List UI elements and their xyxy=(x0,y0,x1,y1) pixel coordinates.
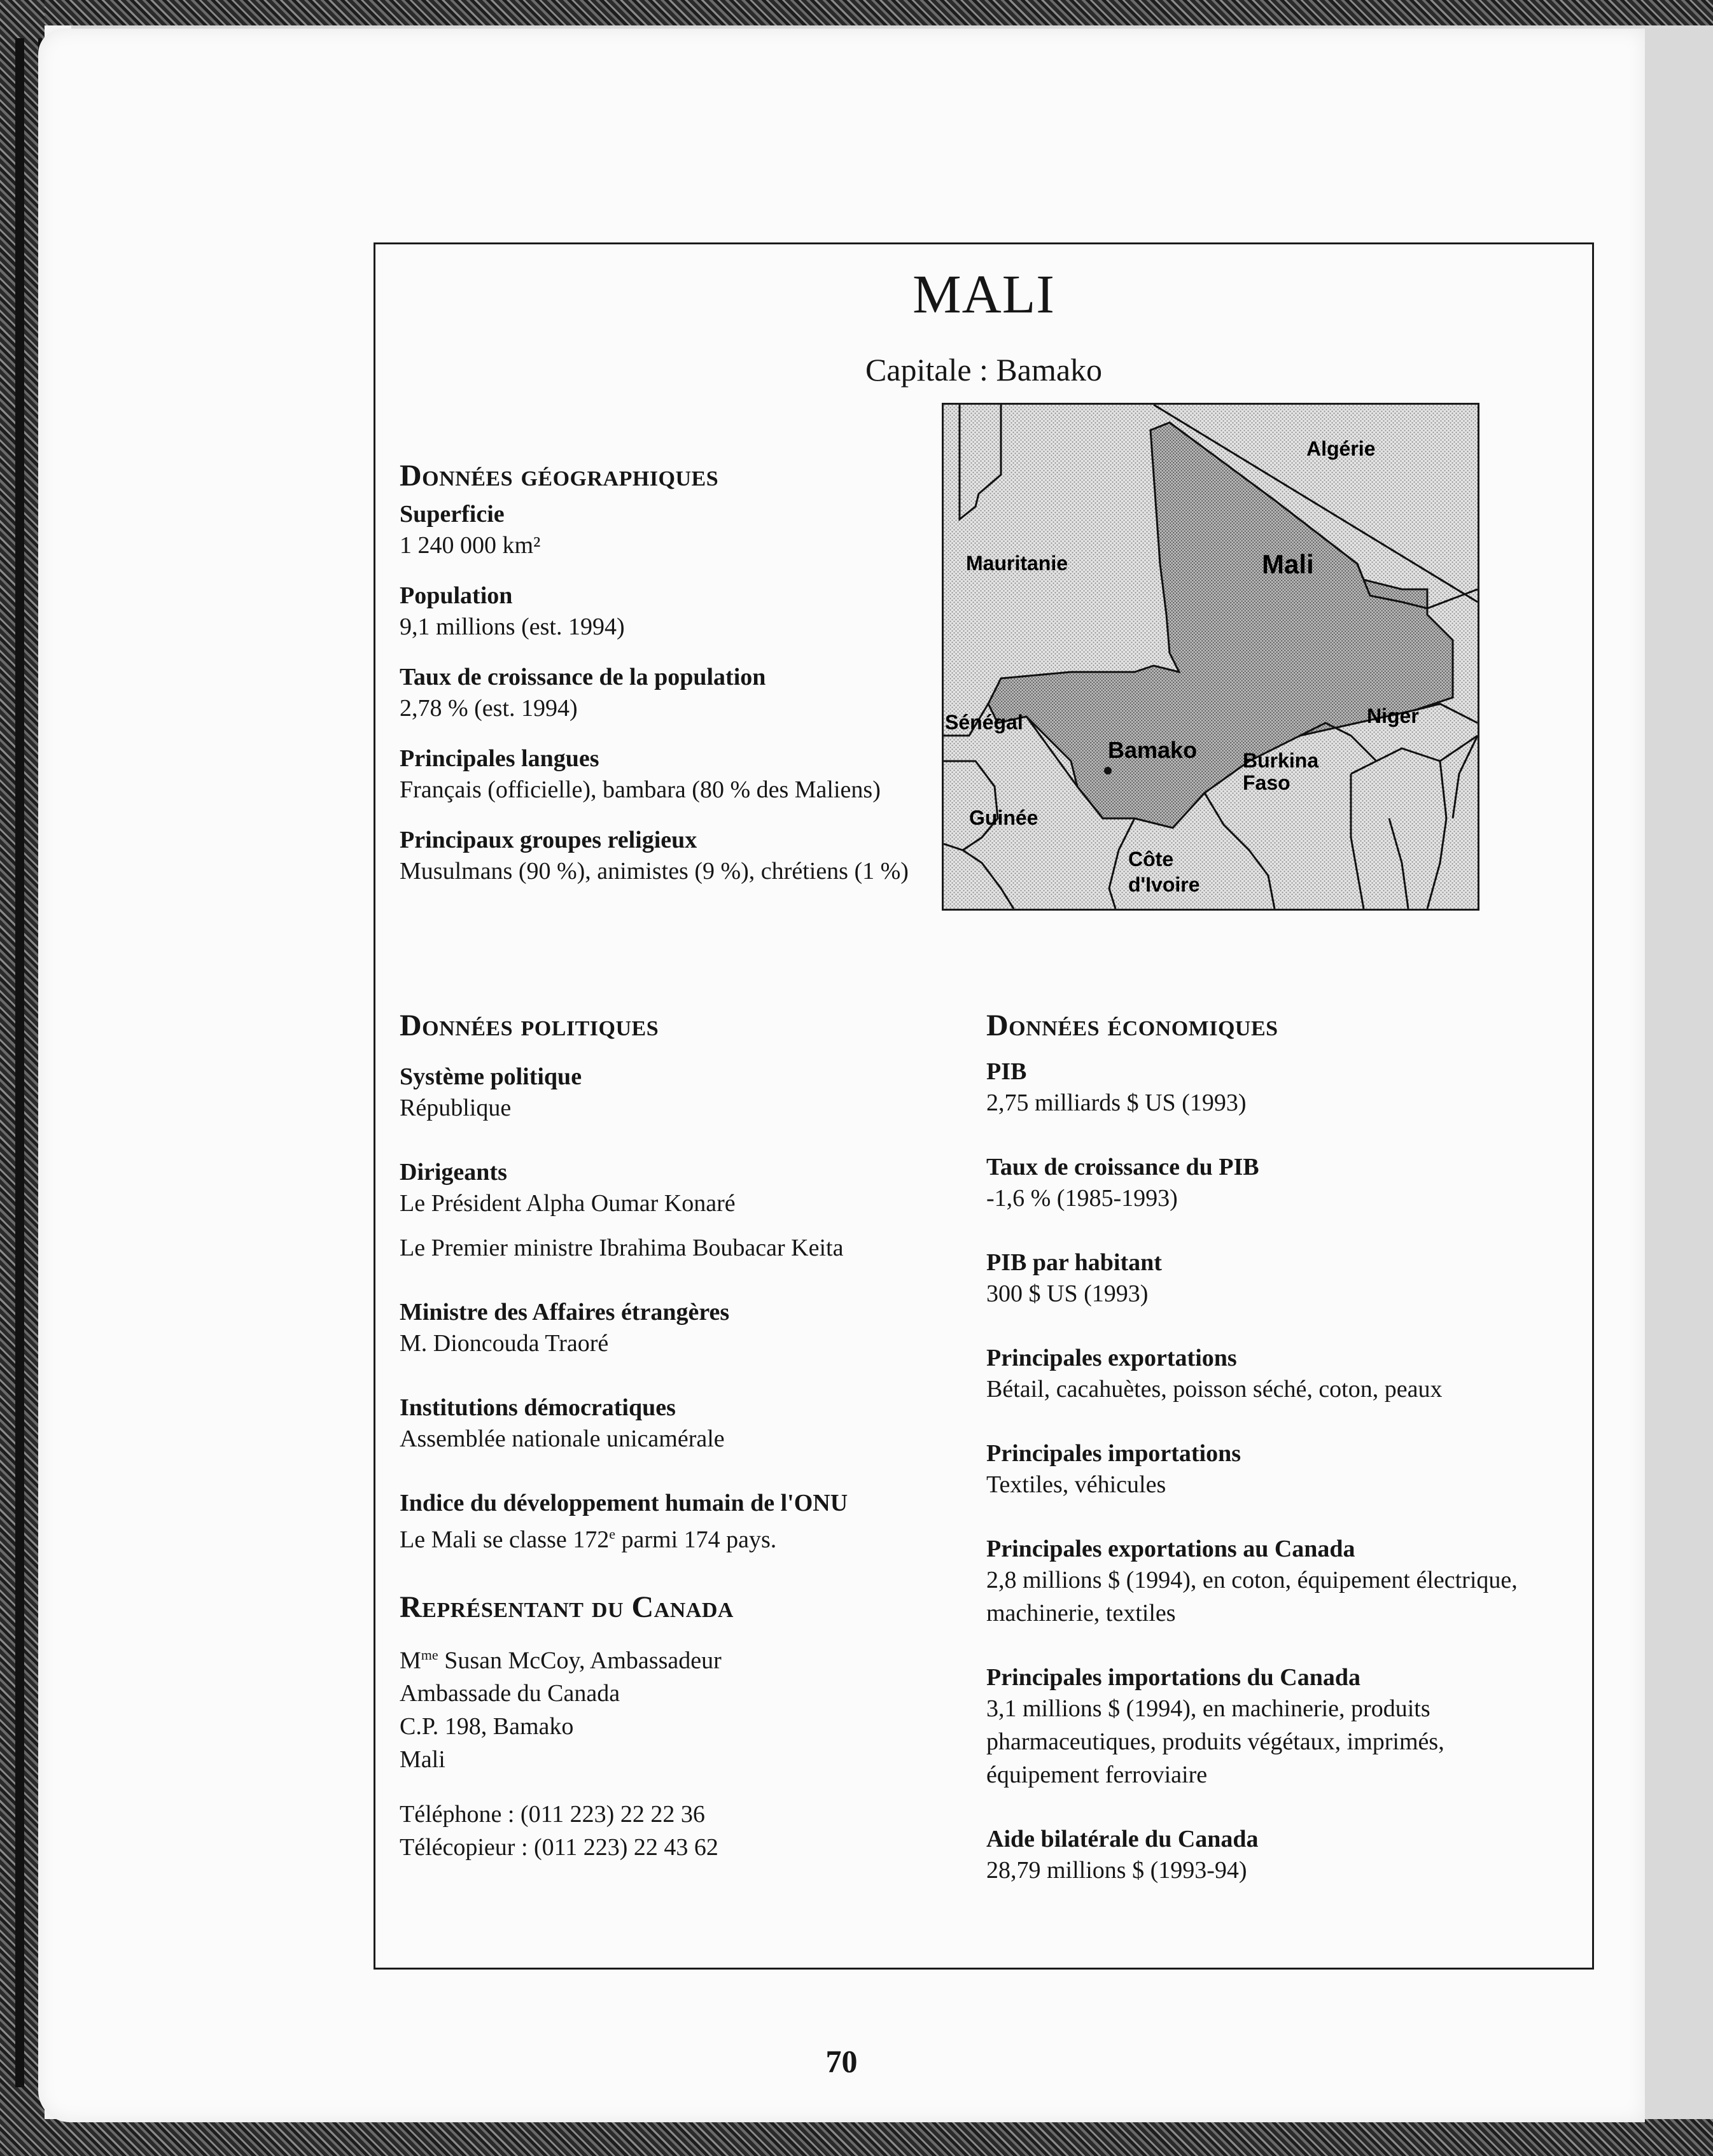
pol-section xyxy=(400,1008,960,1864)
rep-address xyxy=(400,1639,960,1777)
eco-item xyxy=(986,1152,1559,1215)
label-algerie: Algérie xyxy=(1306,437,1376,460)
geo-heading: Données géographiques xyxy=(400,459,719,493)
capital-line: Capitale : Bamako xyxy=(865,352,1103,388)
eco-label: Principales exportations au Canada xyxy=(986,1536,1355,1562)
rep-line: Mali xyxy=(400,1746,445,1774)
eco-value: Bétail, cacahuètes, poisson séché, coton, peaux xyxy=(986,1376,1443,1403)
pol-label: Institutions démocratiques xyxy=(400,1394,676,1421)
geo-item xyxy=(400,581,960,643)
pol-item xyxy=(400,1393,960,1455)
eco-heading: Données économiques xyxy=(986,1009,1278,1042)
rep-name-text: Susan McCoy, Ambassadeur xyxy=(438,1647,722,1674)
mali-map xyxy=(942,403,1479,911)
pol-item xyxy=(400,1298,960,1360)
pol-item xyxy=(400,1158,960,1264)
pol-value: Assemblée nationale unicamérale xyxy=(400,1425,725,1452)
eco-value: 300 $ US (1993) xyxy=(986,1280,1149,1307)
label-mauritanie: Mauritanie xyxy=(966,552,1068,575)
geo-item xyxy=(400,662,960,725)
label-faso: Faso xyxy=(1243,771,1290,794)
eco-label: Principales exportations xyxy=(986,1345,1237,1371)
eco-label: PIB par habitant xyxy=(986,1249,1162,1276)
indice-text: Le Mali se classe 172 xyxy=(400,1526,610,1553)
bamako-dot xyxy=(1104,767,1112,774)
label-mali: Mali xyxy=(1262,549,1314,579)
eco-item xyxy=(986,1534,1559,1630)
eco-item xyxy=(986,1439,1559,1501)
eco-value: 2,8 millions $ (1994), en coton, équipement électrique, machinerie, textiles xyxy=(986,1567,1518,1627)
geo-value: 9,1 millions (est. 1994) xyxy=(400,613,625,640)
eco-label: Aide bilatérale du Canada xyxy=(986,1826,1259,1852)
eco-label: Principales importations du Canada xyxy=(986,1664,1361,1691)
page-number: 70 xyxy=(825,2043,858,2079)
map-graphic xyxy=(944,405,1478,909)
geo-value: 2,78 % (est. 1994) xyxy=(400,695,578,722)
rep-title: M xyxy=(400,1647,421,1674)
pol-heading: Données politiques xyxy=(400,1009,659,1042)
scan-border-top xyxy=(0,0,1713,25)
eco-item xyxy=(986,1824,1559,1887)
geo-item xyxy=(400,825,960,888)
pol-label: Système politique xyxy=(400,1063,582,1090)
rep-title-sup: me xyxy=(421,1646,438,1663)
eco-label: PIB xyxy=(986,1058,1027,1085)
geo-value: 1 240 000 km² xyxy=(400,532,541,559)
pol-item xyxy=(400,1488,960,1557)
rep-line: Ambassade du Canada xyxy=(400,1680,620,1707)
eco-item xyxy=(986,1248,1559,1310)
label-niger: Niger xyxy=(1367,704,1419,727)
geo-label: Taux de croissance de la population xyxy=(400,664,766,690)
rep-line: C.P. 198, Bamako xyxy=(400,1713,574,1740)
rep-fax: Télécopieur : (011 223) 22 43 62 xyxy=(400,1834,718,1861)
eco-value: 28,79 millions $ (1993-94) xyxy=(986,1857,1247,1884)
pol-value: Le Premier ministre Ibrahima Boubacar Keita xyxy=(400,1235,844,1261)
pol-value: Le Président Alpha Oumar Konaré xyxy=(400,1190,736,1217)
geo-label: Principaux groupes religieux xyxy=(400,827,697,853)
pol-label: Ministre des Affaires étrangères xyxy=(400,1299,730,1326)
document-page xyxy=(38,29,1645,2122)
eco-value: -1,6 % (1985-1993) xyxy=(986,1185,1178,1212)
label-cote: Côte xyxy=(1128,848,1174,871)
indice-sup: e xyxy=(609,1526,615,1542)
page-title: MALI xyxy=(912,263,1055,325)
rep-heading: Représentant du Canada xyxy=(400,1590,734,1624)
scan-border-bottom xyxy=(0,2119,1713,2156)
geo-label: Population xyxy=(400,582,513,609)
label-burkina: Burkina xyxy=(1243,749,1319,772)
geo-item xyxy=(400,744,960,806)
pol-value: République xyxy=(400,1095,512,1121)
pol-label: Indice du développement humain de l'ONU xyxy=(400,1490,848,1516)
pol-value xyxy=(400,1518,960,1557)
label-guinee: Guinée xyxy=(969,806,1038,829)
eco-label: Taux de croissance du PIB xyxy=(986,1154,1259,1180)
eco-item xyxy=(986,1057,1559,1119)
eco-value: Textiles, véhicules xyxy=(986,1471,1166,1498)
indice-text-end: parmi 174 pays. xyxy=(615,1526,777,1553)
label-senegal: Sénégal xyxy=(945,711,1023,734)
eco-item xyxy=(986,1343,1559,1406)
label-ivoire: d'Ivoire xyxy=(1128,873,1200,896)
eco-section xyxy=(986,1008,1559,1887)
pol-label: Dirigeants xyxy=(400,1159,507,1186)
pol-item xyxy=(400,1062,960,1124)
eco-item xyxy=(986,1663,1559,1791)
pol-value: M. Dioncouda Traoré xyxy=(400,1330,609,1357)
eco-value: 3,1 millions $ (1994), en machinerie, produits pharmaceutiques, produits végétaux, imprimés, équipement ferroviaire xyxy=(986,1695,1444,1788)
eco-value: 2,75 milliards $ US (1993) xyxy=(986,1089,1247,1116)
rep-phone: Téléphone : (011 223) 22 22 36 xyxy=(400,1801,705,1828)
geo-label: Superficie xyxy=(400,501,505,528)
label-bamako: Bamako xyxy=(1108,737,1198,763)
geo-value: Musulmans (90 %), animistes (9 %), chrétiens (1 %) xyxy=(400,858,909,885)
rep-name xyxy=(400,1639,960,1677)
eco-label: Principales importations xyxy=(986,1440,1241,1467)
geo-value: Français (officielle), bambara (80 % des Maliens) xyxy=(400,776,881,803)
geo-section xyxy=(400,458,960,907)
geo-item xyxy=(400,500,960,562)
geo-label: Principales langues xyxy=(400,745,599,772)
